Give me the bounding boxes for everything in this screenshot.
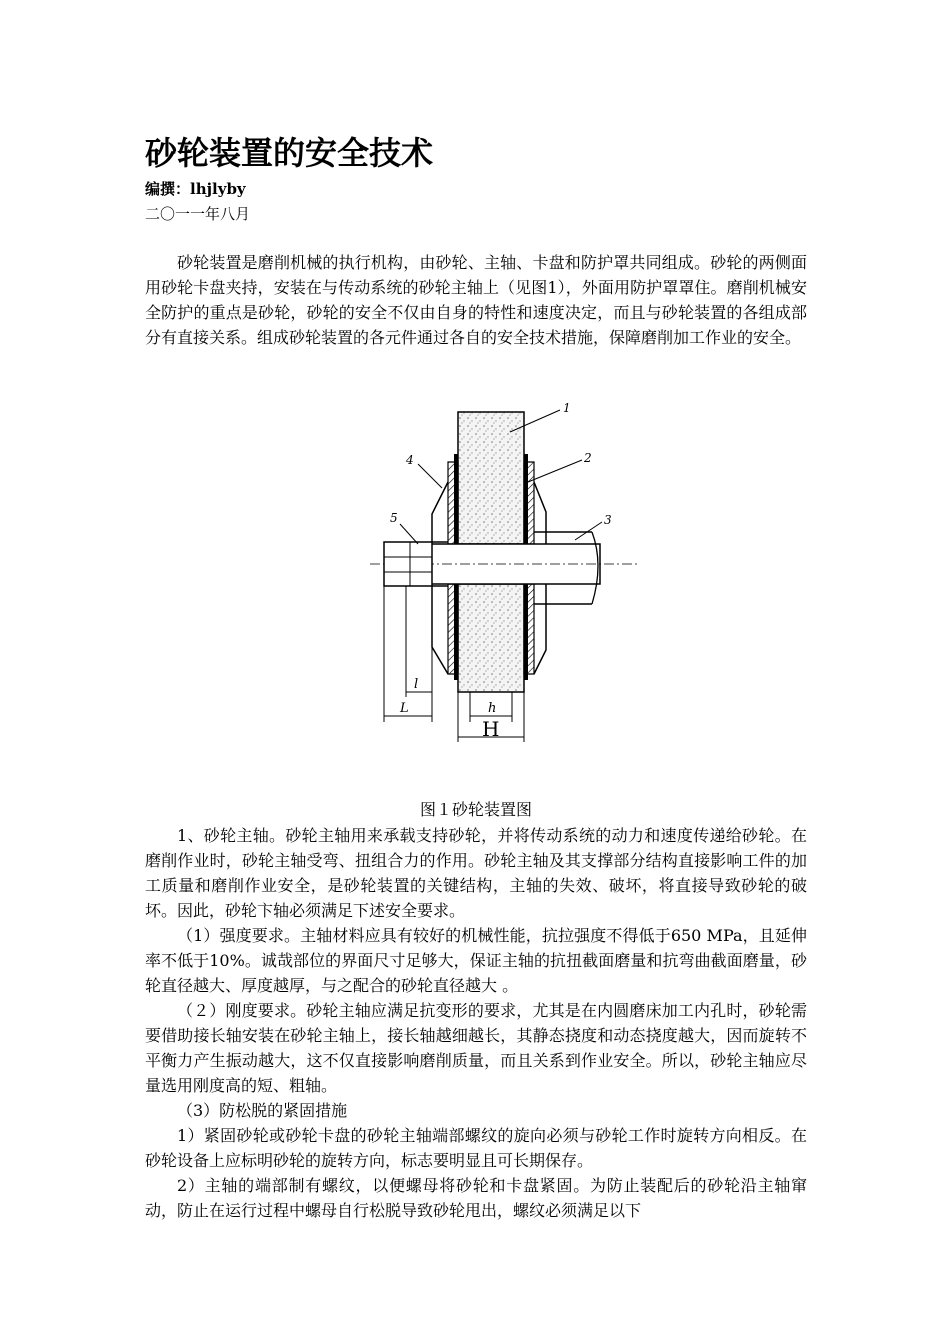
figure-label-3: 3 bbox=[604, 513, 612, 527]
figure-label-4: 4 bbox=[406, 453, 414, 467]
paragraph-anti-loosening-heading: （3）防松脱的紧固措施 bbox=[177, 1101, 348, 1120]
wheel-upper bbox=[458, 412, 524, 544]
figure-caption: 图１砂轮装置图 bbox=[419, 800, 532, 819]
dim-l-label: l bbox=[414, 677, 419, 692]
figure-label-1: 1 bbox=[563, 401, 571, 415]
gasket-left-lower bbox=[454, 584, 458, 680]
body-section bbox=[145, 823, 807, 1223]
document-title: 砂轮装置的安全技术 bbox=[145, 134, 434, 172]
paragraph-spindle: 1、砂轮主轴。砂轮主轴用来承载支持砂轮，并将传动系统的动力和速度传递给砂轮。在磨削作业时，砂轮主轴受弯、扭组合力的作用。砂轮主轴及其支撑部分结构直接影响工件的加工质量和磨削作业安全，是砂轮装置的关键结构，主轴的失效、破坏，将直接导致砂轮的破坏。因此，砂轮卞轴必须满足下述安全要求。 bbox=[145, 826, 807, 920]
paragraph-thread-direction: 1）紧固砂轮或砂轮卡盘的砂轮主轴端部螺纹的旋向必须与砂轮工作时旋转方向相反。在砂轮设备上应标明砂轮的旋转方向，标志要明显且可长期保存。 bbox=[145, 1126, 807, 1170]
intro-section bbox=[145, 250, 807, 350]
intro-paragraph: 砂轮装置是磨削机械的执行机构，由砂轮、主轴、卡盘和防护罩共同组成。砂轮的两侧面用砂轮卡盘夹持，安装在与传动系统的砂轮主轴上（见图1），外面用防护罩罩住。磨削机械安全防护的重点是砂轮，砂轮的安全不仅由自身的特性和速度决定，而且与砂轮装置的各组成部分有直接关系。组成砂轮装置的各元件通过各自的安全技术措施，保障磨削加工作业的安全。 bbox=[145, 253, 807, 347]
gasket-right-lower bbox=[524, 584, 528, 680]
paragraph-thread-end: 2）主轴的端部制有螺纹，以便螺母将砂轮和卡盘紧固。为防止装配后的砂轮沿主轴窜动，防止在运行过程中螺母自行松脱导致砂轮甩出，螺纹必须满足以下 bbox=[145, 1176, 807, 1220]
figure-label-2: 2 bbox=[584, 451, 592, 465]
paragraph-stiffness: （２）刚度要求。砂轮主轴应满足抗变形的要求，尤其是在内圆磨床加工内孔时，砂轮需要借助接长轴安装在砂轮主轴上，接长轴越细越长，其静态挠度和动态挠度越大，因而旋转不平衡力产生振动越大，这不仅直接影响磨削质量，而且关系到作业安全。所以，砂轮主轴应尽量选用刚度高的短、粗轴。 bbox=[145, 1001, 807, 1095]
dim-L-label: L bbox=[400, 701, 409, 716]
gasket-right-upper bbox=[524, 454, 528, 544]
figure-label-5: 5 bbox=[390, 511, 398, 525]
document-author: 编撰：lhjlyby bbox=[145, 180, 246, 198]
wheel-lower bbox=[458, 584, 524, 692]
dim-h-label: h bbox=[488, 701, 497, 716]
grinding-wheel-diagram bbox=[370, 392, 640, 752]
grinding-wheel-figure bbox=[370, 392, 640, 752]
paragraph-strength: （1）强度要求。主轴材料应具有较好的机械性能，抗拉强度不得低于650 MPa，且延伸率不低于10%。诚哉部位的界面尺寸足够大，保证主轴的抗扭截面磨量和抗弯曲截面磨量，砂轮直径越大、厚度越厚，与之配合的砂轮直径越大 。 bbox=[145, 926, 807, 995]
document-date: 二〇一一年八月 bbox=[145, 205, 251, 223]
gasket-left-upper bbox=[454, 454, 458, 544]
nut bbox=[384, 542, 432, 586]
dim-H-label: H bbox=[482, 717, 500, 741]
